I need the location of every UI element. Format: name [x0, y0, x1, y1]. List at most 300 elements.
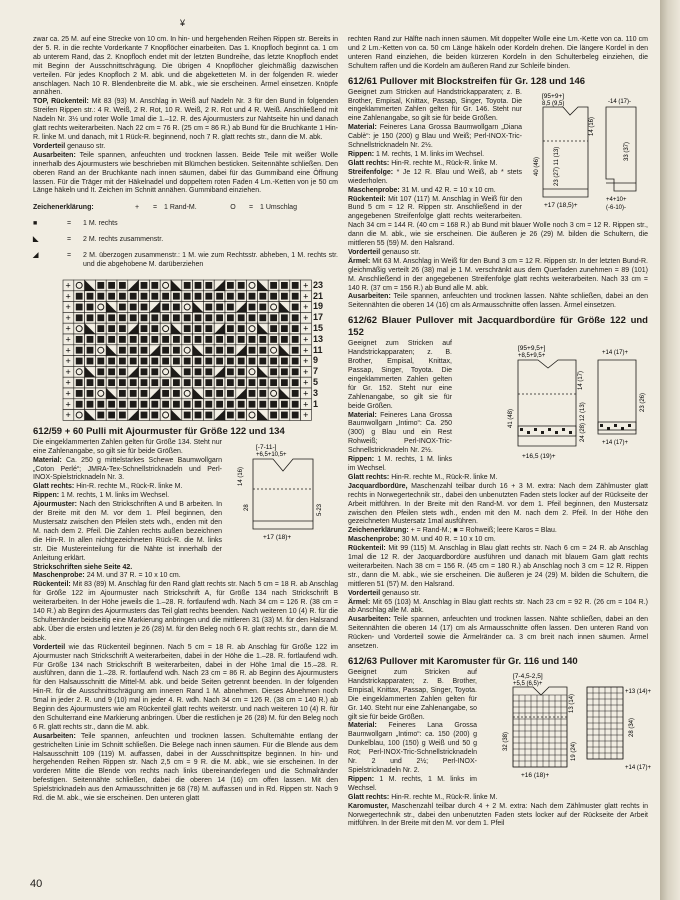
paragraph: Glatt rechts: Hin-R. rechte M., Rück-R. linke M. — [348, 473, 498, 481]
stitch-symbol — [108, 293, 115, 300]
dim-label: +17 (18,5)+ — [544, 201, 578, 209]
paragraph: Material: Ca. 250 g mittelstarkes Schewe Baumwollgarn „Coton Perlé“; JMRA-Tex-Schnellstricknadeln und Perl-INOX-Spielstricknadeln Nr. 3. — [33, 456, 222, 482]
dim-label: +16 (18)+ — [521, 772, 550, 779]
stitch-symbol — [227, 336, 234, 343]
legend-row — [33, 252, 338, 270]
legend-row — [33, 236, 338, 245]
dim-label: 32 (38) — [503, 731, 509, 751]
stitch-symbol — [259, 357, 266, 364]
stitch-symbol — [151, 357, 158, 364]
stitch-symbol — [141, 325, 148, 332]
stitch-symbol — [249, 357, 256, 364]
stitch-symbol — [281, 314, 288, 321]
stitch-symbol: + — [303, 388, 309, 399]
stitch-symbol — [141, 411, 148, 418]
stitch-symbol — [119, 303, 126, 310]
legend-text: 2 M. rechts zusammenstr. — [83, 236, 164, 244]
stitch-symbol — [270, 282, 277, 289]
stitch-symbol — [227, 390, 234, 397]
paragraph: Ärmel: Mit 65 (103) M. Anschlag in Blau glatt rechts str. Nach 23 cm = 92 R. (26 cm = 104 R.) ab Anschlag alle M. abk. — [348, 598, 648, 615]
stitch-symbol — [205, 357, 212, 364]
stitch-symbol — [119, 336, 126, 343]
schematic-612-61 — [528, 91, 648, 215]
stitch-symbol — [151, 368, 158, 375]
stitch-symbol — [141, 303, 148, 310]
stitch-symbol — [76, 357, 83, 364]
stitch-symbol — [238, 282, 245, 289]
chart-cell — [247, 409, 258, 420]
stitch-symbol — [205, 347, 212, 354]
stitch-symbol — [173, 293, 180, 300]
chart-cell — [160, 366, 171, 377]
dim-label: 14 (16) — [238, 466, 244, 486]
stitch-symbol — [130, 314, 137, 321]
chart-cell — [74, 323, 85, 334]
stitch-symbol — [130, 390, 137, 397]
stitch-symbol — [141, 401, 148, 408]
stitch-symbol — [141, 314, 148, 321]
stitch-symbol — [216, 293, 223, 300]
stitch-symbol — [205, 401, 212, 408]
paragraph: Rückenteil: Mit 83 (89) M. Anschlag für den Rand glatt rechts str. Nach 5 cm = 18 R. ab Anschlag für Größe 122 im Ajourmuster nach Strickschrift A, für Größe 134 nach Strickschrift B weiterarbeiten. In der Höhe jeweils die 1.–28. R. fortlaufend wdh. Nach 34 cm = 126 R. (38 cm = 140 R.) ab Beginn des Ajourmusters das Teil glatt rechts beenden. Nach weiteren 10 (4) R. für die Schulterränder beidseitig eine Markierung anbringen und die mittleren 31 (33) M. für den Halsrand abk. Über die ersten und letzten je 26 (28) M. für den Beleg noch 6 R. glatt rechts str., dann die M. abk. — [33, 581, 338, 642]
stitch-symbol: + — [303, 334, 309, 345]
stitch-symbol — [119, 379, 126, 386]
stitch-symbol — [97, 411, 104, 418]
chart-cell — [95, 345, 106, 356]
stitch-symbol — [205, 390, 212, 397]
stitch-symbol — [184, 401, 191, 408]
stitch-symbol — [184, 368, 191, 375]
paragraph: Glatt rechts: Hin-R. rechte M., Rück-R. linke M. — [33, 483, 183, 491]
stitch-symbol — [130, 347, 137, 354]
stitch-symbol — [270, 325, 277, 332]
stitch-symbol — [270, 293, 277, 300]
stitch-symbol — [173, 303, 180, 310]
stitch-symbol — [87, 347, 94, 354]
stitch-symbol — [281, 379, 288, 386]
stitch-symbol — [108, 314, 115, 321]
stitch-symbol: + — [65, 366, 71, 377]
stitch-symbol — [292, 325, 299, 332]
dim-label: +17 (18)+ — [263, 533, 292, 541]
stitch-symbol — [141, 368, 148, 375]
jacquard-mark — [607, 427, 610, 430]
stitch-symbol — [281, 282, 288, 289]
garment-schematic — [483, 671, 652, 779]
stitch-symbol — [292, 390, 299, 397]
stitch-symbol — [162, 401, 169, 408]
corner-mark: ¥ — [180, 18, 186, 28]
stitch-symbol — [281, 325, 288, 332]
stitch-symbol — [184, 314, 191, 321]
stitch-symbol — [195, 293, 202, 300]
stitch-symbol — [108, 401, 115, 408]
dim-label: (-6-10)- — [606, 204, 627, 211]
stitch-symbol: + — [303, 280, 309, 291]
stitch-symbol — [227, 282, 234, 289]
stitch-symbol — [97, 314, 104, 321]
section-heading-612-61: 612/61 Pullover mit Blockstreifen für Gr. 128 und 146 — [348, 75, 586, 87]
stitch-symbol — [281, 357, 288, 364]
dim-label: 23 (27) 11 (13) — [554, 146, 560, 186]
legend-equals: = — [152, 204, 158, 212]
stitch-symbol — [292, 357, 299, 364]
row-number: 11 — [313, 344, 323, 355]
stitch-symbol: + — [65, 334, 71, 345]
dim-label: 13 (14) — [569, 693, 575, 713]
stitch-symbol — [173, 347, 180, 354]
paragraph: Glatt rechts: Hin-R. rechte M., Rück-R. linke M. — [348, 159, 498, 167]
paragraph: Material: Feineres Lana Grossa Baumwollgarn „Intimo“: Ca. 250 (300) g Blau und ein Rest Rohweiß; Perl-INOX-Tric-Schnellstricknadeln Nr. 2½. — [348, 411, 452, 455]
stitch-symbol — [119, 357, 126, 364]
row-number: 13 — [313, 333, 324, 344]
stitch-symbol — [130, 303, 137, 310]
page-number: 40 — [30, 878, 43, 890]
section-heading-612-62: 612/62 Blauer Pullover mit Jacquardbordüre für Größe 122 und 152 — [348, 315, 648, 339]
chart-cell — [268, 345, 279, 356]
chart-cell — [160, 409, 171, 420]
stitch-symbol — [162, 293, 169, 300]
jacquard-mark — [614, 424, 617, 427]
stitch-symbol: + — [303, 301, 309, 312]
jacquard-mark — [548, 428, 551, 431]
schematic-612-59 — [228, 441, 338, 545]
stitch-symbol — [227, 411, 234, 418]
stitch-symbol — [97, 282, 104, 289]
legend-equals: = — [248, 204, 254, 212]
paragraph: Material: Feineres Lana Grossa Baumwollgarn „Intimo“: ca. 150 (200) g Dunkelblau, 100 (150) g Weiß und 50 g Rot; Perl-INOX-Tric-Schnellstricknadeln Nr. 2 und 2½; Perl-INOX-Spielstricknadeln Nr. 2. — [348, 722, 477, 774]
stitch-symbol — [151, 411, 158, 418]
legend-symbol: ◣ — [33, 236, 39, 244]
stitch-symbol — [108, 368, 115, 375]
paragraph: Ärmel: Mit 63 M. Anschlag in Weiß für den Bund 3 cm = 12 R. Rippen str. In der letzten Bund-R. gleichmäßig verteilt 26 (38) mal je 1 M. verschränkt aus dem Querfaden zunehmen = 89 (101) M. Anschließend in der angegebenen Streifenfolge glatt rechts weiterarbeiten. Nach 33 cm = 140 R. (37 cm = 156 R.) ab Bund alle M. abk. — [348, 257, 648, 292]
stitch-symbol — [184, 411, 191, 418]
stitch-symbol — [281, 411, 288, 418]
paragraph: Streifenfolge: * Je 12 R. Blau und Weiß, ab * stets wiederholen. — [348, 168, 522, 185]
legend-text: 2 M. überzogen zusammenstr.: 1 M. wie zum Rechtsstr. abheben, 1 M. rechts str. und die abgehobene M. darüberziehen — [83, 252, 338, 268]
legend-text: 1 Umschlag — [260, 204, 297, 212]
dim-label: 14 (17) — [578, 371, 584, 391]
jacquard-mark — [600, 424, 603, 427]
stitch-symbol: + — [65, 291, 71, 302]
stitch-symbol — [216, 314, 223, 321]
stitch-symbol — [270, 357, 277, 364]
stitch-symbol — [205, 411, 212, 418]
stitch-symbol — [238, 314, 245, 321]
row-number: 1 — [313, 398, 319, 409]
stitch-symbol — [141, 347, 148, 354]
chart-cell — [95, 388, 106, 399]
stitch-symbol — [108, 325, 115, 332]
stitch-symbol — [87, 401, 94, 408]
dim-label: 23 (26) — [640, 393, 646, 413]
stitch-symbol — [195, 411, 202, 418]
stitch-symbol: + — [65, 345, 71, 356]
paragraph: Ausarbeiten: Teile spannen, anfeuchten und trocknen lassen. Nähte schließen, dabei an den Seitennähten die oberen 14 (17) cm als Armausschnitte offen lassen. Den unteren Rand von Rücken- und Vorderteil sowie die Ärmelränder ca. 3 cm breit nach innen säumen. Ärmel ansetzen. — [348, 616, 648, 651]
stitch-symbol — [259, 293, 266, 300]
stitch-symbol — [162, 379, 169, 386]
legend-equals: = — [67, 252, 72, 260]
paragraph: Die eingeklammerten Zahlen gelten für Größe 134. Steht nur eine Zahlenangabe, so gilt sie für beide Größen. — [33, 438, 222, 455]
stitch-symbol — [162, 390, 169, 397]
page-binding-edge — [660, 0, 680, 900]
stitch-symbol — [259, 401, 266, 408]
chart-cell — [268, 388, 279, 399]
dim-label: 14 (16) — [589, 116, 595, 136]
jacquard-mark — [555, 431, 558, 434]
paragraph: Maschenprobe: 31 M. und 42 R. = 10 x 10 cm. — [348, 186, 496, 194]
stitch-symbol — [76, 336, 83, 343]
stitch-symbol — [270, 411, 277, 418]
dim-label: +16,5 (19)+ — [522, 453, 556, 461]
stitch-symbol — [162, 303, 169, 310]
stitch-symbol — [227, 368, 234, 375]
stitch-symbol — [184, 282, 191, 289]
stitch-symbol — [184, 379, 191, 386]
stitch-symbol — [270, 336, 277, 343]
stitch-symbol: + — [65, 301, 71, 312]
stitch-symbol — [238, 336, 245, 343]
stitch-symbol — [259, 303, 266, 310]
stitch-symbol — [151, 401, 158, 408]
schematic-612-63 — [483, 671, 652, 783]
stitch-symbol — [130, 293, 137, 300]
stitch-symbol — [216, 347, 223, 354]
legend-symbol: O — [230, 204, 236, 212]
stitch-symbol — [162, 314, 169, 321]
dim-label: +8,5+9,5+ — [518, 353, 546, 360]
stitch-symbol — [205, 336, 212, 343]
stitch-symbol — [195, 325, 202, 332]
garment-schematic — [528, 91, 648, 211]
stitch-symbol — [259, 314, 266, 321]
stitch-symbol — [108, 282, 115, 289]
dim-label: 8,5 (9,5) — [542, 100, 565, 107]
paragraph: Vorderteil genauso str. — [348, 589, 421, 597]
paragraph: Karomuster, Maschenzahl teilbar durch 4 + 2 M. extra: Nach dem Zählmuster glatt rechts in Norwegertechnik str., dabei den unbenutzten Faden stets locker auf der Rückseite der Arbeit mitführen. In der Breite mit den M. vor dem 1. Pfeil — [348, 802, 648, 828]
stitch-symbol — [184, 357, 191, 364]
stitch-symbol — [173, 357, 180, 364]
row-number: 5 — [313, 377, 319, 388]
stitch-symbol: + — [303, 312, 309, 323]
dim-label: 28 — [244, 504, 250, 511]
stitch-symbol — [108, 379, 115, 386]
jacquard-mark — [628, 424, 631, 427]
stitch-symbol — [227, 303, 234, 310]
chart-cell — [160, 323, 171, 334]
stitch-symbol: + — [65, 377, 71, 388]
stitch-symbol — [216, 303, 223, 310]
legend-equals: = — [67, 236, 72, 244]
stitch-symbol: + — [303, 323, 309, 334]
paragraph: Vorderteil wie das Rückenteil beginnen. Nach 5 cm = 18 R. ab Anschlag für Größe 122 im Ajourmuster nach Strickschrift A weiterarbeiten, dabei in der Höhe die 1.–28. R. fortlaufend wdh. Für Größe 134 nach Strickschrift B weiterarbeiten, dabei in der Höhe 1mal die 15.–28. R. ausführen, dann die 1.–28. R. fortlaufend wdh. Nach 23 cm = 86 R. ab Beginn des Ajourmusters für den Halsausschnitt die Mittel-M. abk. und beide Seiten getrennt beenden. In der folgenden Hin-R. für die Ausschnittschrägung am inneren Rand 1 M. abnehmen. Dieses Abnehmen noch 5mal in jeder 2. R. und 9 (10) mal in jeder 4. R. wdh. Nach 34 cm = 126 R. (38 cm = 140 R.) ab Beginn des Ajourmusters wie am Rückenteil glatt rechts weiterstr. und nach weiteren 10 (4) R. für den Schulterrand eine Markierung anbringen. Über die restlichen je 26 (28) M. für den Beleg noch 6 R. glatt rechts str., dann die M. abk. — [33, 643, 338, 731]
stitch-symbol — [195, 282, 202, 289]
stitch-symbol — [151, 314, 158, 321]
stitch-symbol — [76, 314, 83, 321]
stitch-symbol — [119, 401, 126, 408]
stitch-symbol — [184, 325, 191, 332]
stitch-symbol — [270, 314, 277, 321]
paragraph: Rippen: 1 M. rechts, 1 M. links im Wechsel. — [33, 492, 170, 500]
stitch-symbol — [292, 379, 299, 386]
stitch-symbol — [76, 401, 83, 408]
jacquard-mark — [621, 427, 624, 430]
chart-cell — [182, 388, 193, 399]
paragraph: Jacquardbordüre, Maschenzahl teilbar durch 16 + 3 M. extra: Nach dem Zählmuster glatt rechts in Norwegertechnik str., dabei den unbenutzten Faden stets locker auf der Rückseite der Arbeit mitführen. In der Breite mit den Rand-M. vor dem 1. Pfeil beginnen, den Mustersatz zwischen den Pfeilen stets wdh., enden mit den M. nach dem 2. Pfeil. In der Höhe den gezeichneten Mustersatz 1mal ausführen. — [348, 482, 648, 526]
stitch-symbol — [270, 368, 277, 375]
paragraph: Vorderteil genauso str. — [348, 248, 421, 256]
row-number: 3 — [313, 387, 319, 398]
stitch-symbol — [119, 282, 126, 289]
chart-cell — [182, 345, 193, 356]
stitch-symbol — [249, 390, 256, 397]
stitch-symbol — [173, 314, 180, 321]
stitch-symbol — [173, 390, 180, 397]
stitch-symbol — [249, 401, 256, 408]
stitch-symbol — [108, 357, 115, 364]
dim-label: +14 (17)+ — [602, 350, 629, 357]
stitch-symbol — [249, 293, 256, 300]
dim-label: 33 (37) — [624, 141, 630, 161]
stitch-symbol — [216, 390, 223, 397]
stitch-symbol: + — [65, 399, 71, 410]
stitch-symbol — [141, 390, 148, 397]
paragraph: Geeignet zum Stricken auf Handstrickapparaten; z. B. Brother, Empisal, Knittax, Passap, Singer, Toyota. Die eingeklammerten Zahlen gelten für Gr. 140. Steht nur eine Zahlenangabe, so gilt sie für beide Größen. — [348, 669, 477, 721]
chart-row-numbers — [313, 280, 323, 410]
stitch-symbol — [119, 325, 126, 332]
stitch-symbol — [205, 325, 212, 332]
dim-label: [-7-11-] — [256, 443, 277, 451]
stitch-symbol — [97, 325, 104, 332]
stitch-symbol — [119, 411, 126, 418]
stitch-symbol — [141, 379, 148, 386]
stitch-symbol — [130, 336, 137, 343]
stitch-symbol — [292, 411, 299, 418]
row-number: 21 — [313, 290, 324, 301]
row-number: 7 — [313, 366, 319, 377]
stitch-symbol — [227, 325, 234, 332]
paragraph: Rippen: 1 M. rechts, 1 M. links im Wechsel. — [348, 456, 452, 472]
section-heading-612-63: 612/63 Pullover mit Karomuster für Gr. 116 und 140 — [348, 656, 578, 667]
stitch-symbol — [141, 336, 148, 343]
stitch-symbol — [141, 293, 148, 300]
front-paragraph: Vorderteil genauso str. — [33, 142, 106, 150]
legend-symbol: ◢ — [33, 252, 39, 260]
legend-row — [33, 204, 338, 213]
stitch-symbol — [184, 336, 191, 343]
jacquard-mark — [527, 431, 530, 434]
stitch-symbol — [97, 379, 104, 386]
dim-label: [95+9,5+] — [518, 345, 546, 353]
stitch-symbol — [292, 303, 299, 310]
chart-cell — [268, 301, 279, 312]
stitch-symbol — [97, 336, 104, 343]
dim-label: [7-4,5-2,5] — [513, 673, 543, 680]
chart-cell — [74, 409, 85, 420]
stitch-symbol — [119, 293, 126, 300]
stitch-symbol — [87, 336, 94, 343]
stitch-symbol — [151, 293, 158, 300]
stitch-grid — [63, 280, 313, 422]
garment-schematic — [228, 441, 338, 541]
stitch-symbol: + — [65, 323, 71, 334]
dim-label: 28 (34) — [629, 717, 635, 737]
dim-label: +14 (17)+ — [602, 440, 629, 447]
stitch-symbol — [108, 336, 115, 343]
stitch-symbol — [130, 401, 137, 408]
chart-cell — [160, 280, 171, 291]
legend-equals: = — [67, 220, 72, 228]
stitch-symbol — [238, 368, 245, 375]
stitch-symbol — [281, 293, 288, 300]
continued-text: zwar ca. 25 M. auf eine Strecke von 10 cm. In hin- und hergehenden Reihen Rippen str. Bereits in der 5. R. in die rechte Vorderkante 7 Knopflöcher einarbeiten. Das 1. Knopfloch beginnt ca. 1 cm ab unterem Rand, das 2. Knopfloch endet mit der letzten Bundreihe, das letzte Knopfloch endet mit Beginn der Ausschnittschrägung. Die übrigen 4 Knopflöcher gleichmäßig dazwischen verteilen. Für jedes Knopfloch 2 M. abk. und die abgeketteten M. in der folgenden R. wieder anschlagen. Nach 10 R. Blendenbreite die M. abk., wie sie erscheinen. Ärmel einsetzen. Knöpfe annähen. — [33, 36, 338, 97]
dim-label: -14 (17)- — [608, 98, 632, 105]
paragraph: Ajourmuster: Nach den Strickschriften A und B arbeiten. In der Breite mit den M. vor dem 1. Pfeil beginnen, den Mustersatz zwischen den Pfeilen stets wdh., enden mit den M. nach dem 2. Pfeil. Die Zahlen rechts außen bezeichnen die Hin-R. In allen nichtgezeichneten Rück-R. die M. links str. Die Mustereinteilung für die Nähte ist innerhalb der Anleitung erklärt. — [33, 501, 222, 562]
stitch-symbol: + — [65, 355, 71, 366]
row-number: 15 — [313, 323, 324, 334]
stitch-symbol — [87, 390, 94, 397]
stitch-symbol — [205, 314, 212, 321]
stitch-symbol — [238, 379, 245, 386]
dim-label: 19 (24) — [571, 741, 577, 761]
row-number: 17 — [313, 312, 324, 323]
stitch-symbol: + — [65, 280, 71, 291]
stitch-symbol — [292, 401, 299, 408]
stitch-symbol — [227, 401, 234, 408]
section-heading-612-59: 612/59 + 60 Pulli mit Ajourmuster für Größe 122 und 134 — [33, 425, 285, 437]
stitch-symbol — [292, 336, 299, 343]
stitch-symbol — [195, 357, 202, 364]
dim-label: +5,5 (6,5)+ — [513, 681, 543, 687]
stitch-symbol — [238, 401, 245, 408]
row-number: 9 — [313, 355, 319, 366]
stitch-symbol — [292, 293, 299, 300]
stitch-symbol — [130, 379, 137, 386]
stitch-symbol — [97, 401, 104, 408]
dim-label: 40 (46) — [534, 156, 540, 176]
stitch-symbol — [205, 379, 212, 386]
stitch-symbol — [249, 379, 256, 386]
paragraph: Rückenteil: Mit 107 (117) M. Anschlag in Weiß für den Bund 5 cm = 12 R. Rippen str. Anschließend in der angegebenen Streifenfolge glatt rechts weiterarbeiten. Nach 34 cm = 144 R. (40 cm = 168 R.) ab Bund mit blauer Wolle noch 3 cm = 12 R. Rippen str., dann die M. abk., wie sie erscheinen. Die äußeren je 26 (29) M. bilden die Schultern, die mittleren 55 (59) M. den Halsrand. — [348, 195, 648, 248]
stitch-symbol — [205, 368, 212, 375]
paragraph: Ausarbeiten: Teile spannen, anfeuchten und trocknen lassen. Nähte schließen, dabei an den Seitennähten die oberen 14 (16) cm als Armausschnitte offen lassen. Ärmel einsetzen. — [348, 293, 648, 310]
stitch-symbol — [173, 401, 180, 408]
dim-label: +13 (14)+ — [625, 689, 652, 695]
paragraph: Geeignet zum Stricken auf Handstrickapparaten; z. B. Brother, Empisal, Knittax, Passap, Singer, Toyota. Die eingeklammerten Zahlen gelten für Gr. 152. Steht nur eine Zahlenangabe, so gilt sie für beide Größen. — [348, 340, 452, 410]
dim-label: 24 (28) 12 (13) — [580, 402, 586, 443]
stitch-symbol — [76, 390, 83, 397]
chart-cell — [247, 323, 258, 334]
stitch-symbol — [130, 357, 137, 364]
stitch-symbol — [162, 336, 169, 343]
jacquard-mark — [541, 431, 544, 434]
stitch-symbol — [238, 357, 245, 364]
stitch-symbol — [281, 336, 288, 343]
stitch-symbol: + — [303, 409, 309, 420]
stitch-symbol — [119, 347, 126, 354]
dim-label: [95+9+] — [542, 92, 565, 100]
stitch-symbol — [119, 368, 126, 375]
stitch-symbol — [87, 293, 94, 300]
stitch-symbol — [259, 336, 266, 343]
stitch-symbol — [195, 401, 202, 408]
stitch-symbol — [195, 336, 202, 343]
stitch-symbol — [249, 347, 256, 354]
stitch-symbol — [119, 314, 126, 321]
stitch-symbol — [292, 314, 299, 321]
stitch-symbol — [227, 379, 234, 386]
stitch-symbol — [216, 379, 223, 386]
